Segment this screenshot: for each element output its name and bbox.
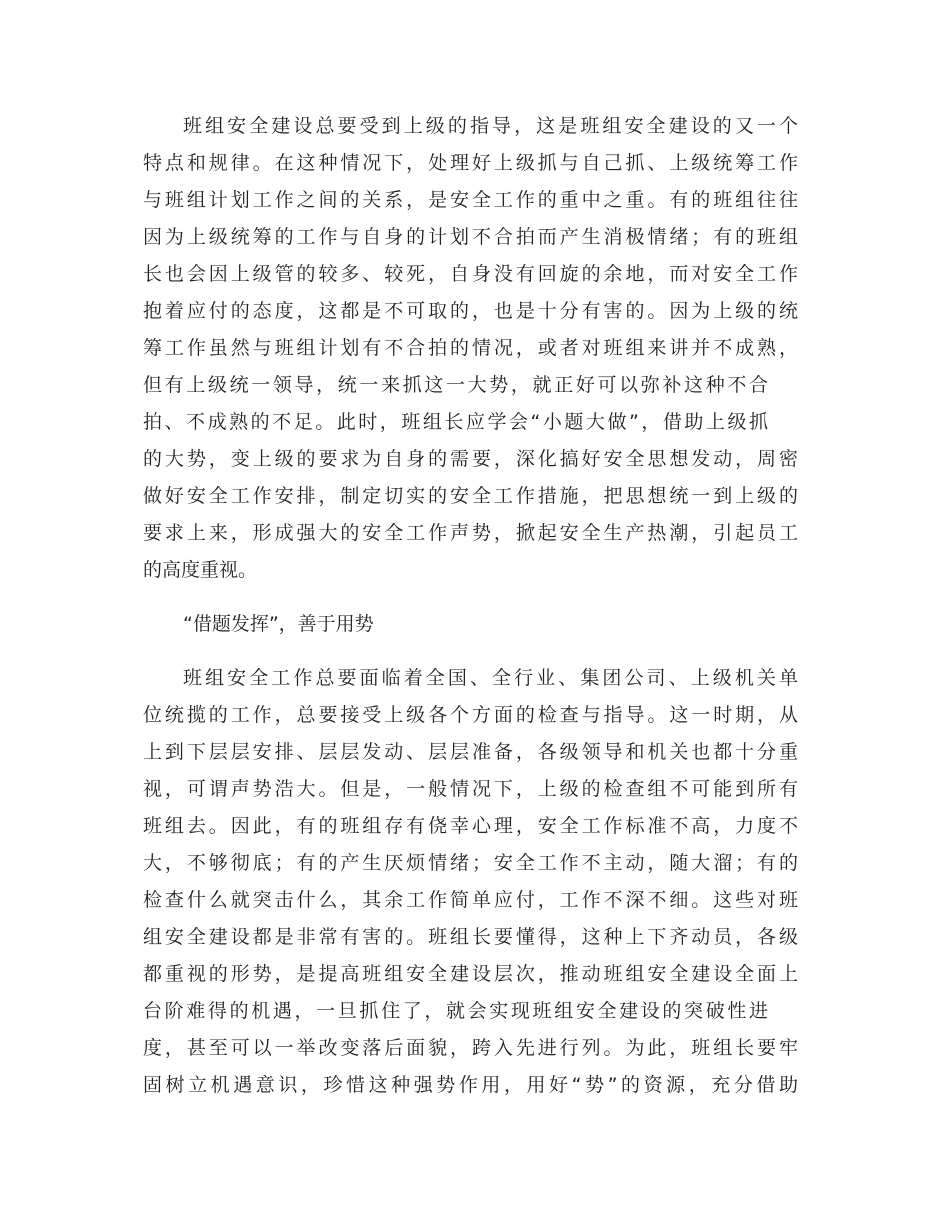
- paragraph-1-line-8: 但有上级统一领导，统一来抓这一大势，就正好可以弥补这种不合: [143, 374, 768, 396]
- paragraph-1-line-1: 班组安全建设总要受到上级的指导，这是班组安全建设的又一个: [183, 115, 798, 137]
- paragraph-2-line-8: 组安全建设都是非常有害的。班组长要懂得，这种上下齐动员，各级: [143, 926, 798, 948]
- paragraph-1-line-5: 长也会因上级管的较多、较死，自身没有回旋的余地，而对安全工作: [143, 263, 798, 285]
- section-heading: “借题发挥”，善于用势: [183, 613, 374, 635]
- paragraph-2-line-2: 位统揽的工作，总要接受上级各个方面的检查与指导。这一时期，从: [143, 704, 798, 726]
- paragraph-2-line-9: 都重视的形势，是提高班组安全建设层次，推动班组安全建设全面上: [143, 963, 798, 985]
- paragraph-1-line-11: 做好安全工作安排，制定切实的安全工作措施，把思想统一到上级的: [143, 485, 798, 507]
- paragraph-2-line-4: 视，可谓声势浩大。但是，一般情况下，上级的检查组不可能到所有: [143, 778, 798, 800]
- paragraph-2-line-11: 度，甚至可以一举改变落后面貌，跨入先进行列。为此，班组长要牢: [143, 1037, 798, 1059]
- paragraph-2-line-7: 检查什么就突击什么，其余工作简单应付，工作不深不细。这些对班: [143, 889, 798, 911]
- paragraph-1-line-10: 的大势，变上级的要求为自身的需要，深化搞好安全思想发动，周密: [143, 448, 798, 470]
- paragraph-2-line-12: 固树立机遇意识，珍惜这种强势作用，用好“势”的资源，充分借助: [143, 1074, 798, 1096]
- paragraph-2-line-6: 大，不够彻底；有的产生厌烦情绪；安全工作不主动，随大溜；有的: [143, 852, 798, 874]
- paragraph-2-line-3: 上到下层层安排、层层发动、层层准备，各级领导和机关也都十分重: [143, 741, 798, 763]
- paragraph-2-line-10: 台阶难得的机遇，一旦抓住了，就会实现班组安全建设的突破性进: [143, 1000, 768, 1022]
- paragraph-1-line-9: 拍、不成熟的不足。此时，班组长应学会“小题大做”，借助上级抓: [143, 411, 768, 433]
- paragraph-1-line-7: 筹工作虽然与班组计划有不合拍的情况，或者对班组来讲并不成熟，: [143, 337, 798, 359]
- paragraph-1-line-13: 的高度重视。: [143, 559, 258, 581]
- paragraph-1-line-3: 与班组计划工作之间的关系，是安全工作的重中之重。有的班组往往: [143, 189, 798, 211]
- paragraph-1-line-4: 因为上级统筹的工作与自身的计划不合拍而产生消极情绪；有的班组: [143, 226, 798, 248]
- paragraph-2-line-1: 班组安全工作总要面临着全国、全行业、集团公司、上级机关单: [183, 667, 798, 689]
- paragraph-1-line-2: 特点和规律。在这种情况下，处理好上级抓与自己抓、上级统筹工作: [143, 152, 798, 174]
- paragraph-2-line-5: 班组去。因此，有的班组存有侥幸心理，安全工作标准不高，力度不: [143, 815, 798, 837]
- paragraph-1-line-6: 抱着应付的态度，这都是不可取的，也是十分有害的。因为上级的统: [143, 300, 798, 322]
- paragraph-1-line-12: 要求上来，形成强大的安全工作声势，掀起安全生产热潮，引起员工: [143, 522, 798, 544]
